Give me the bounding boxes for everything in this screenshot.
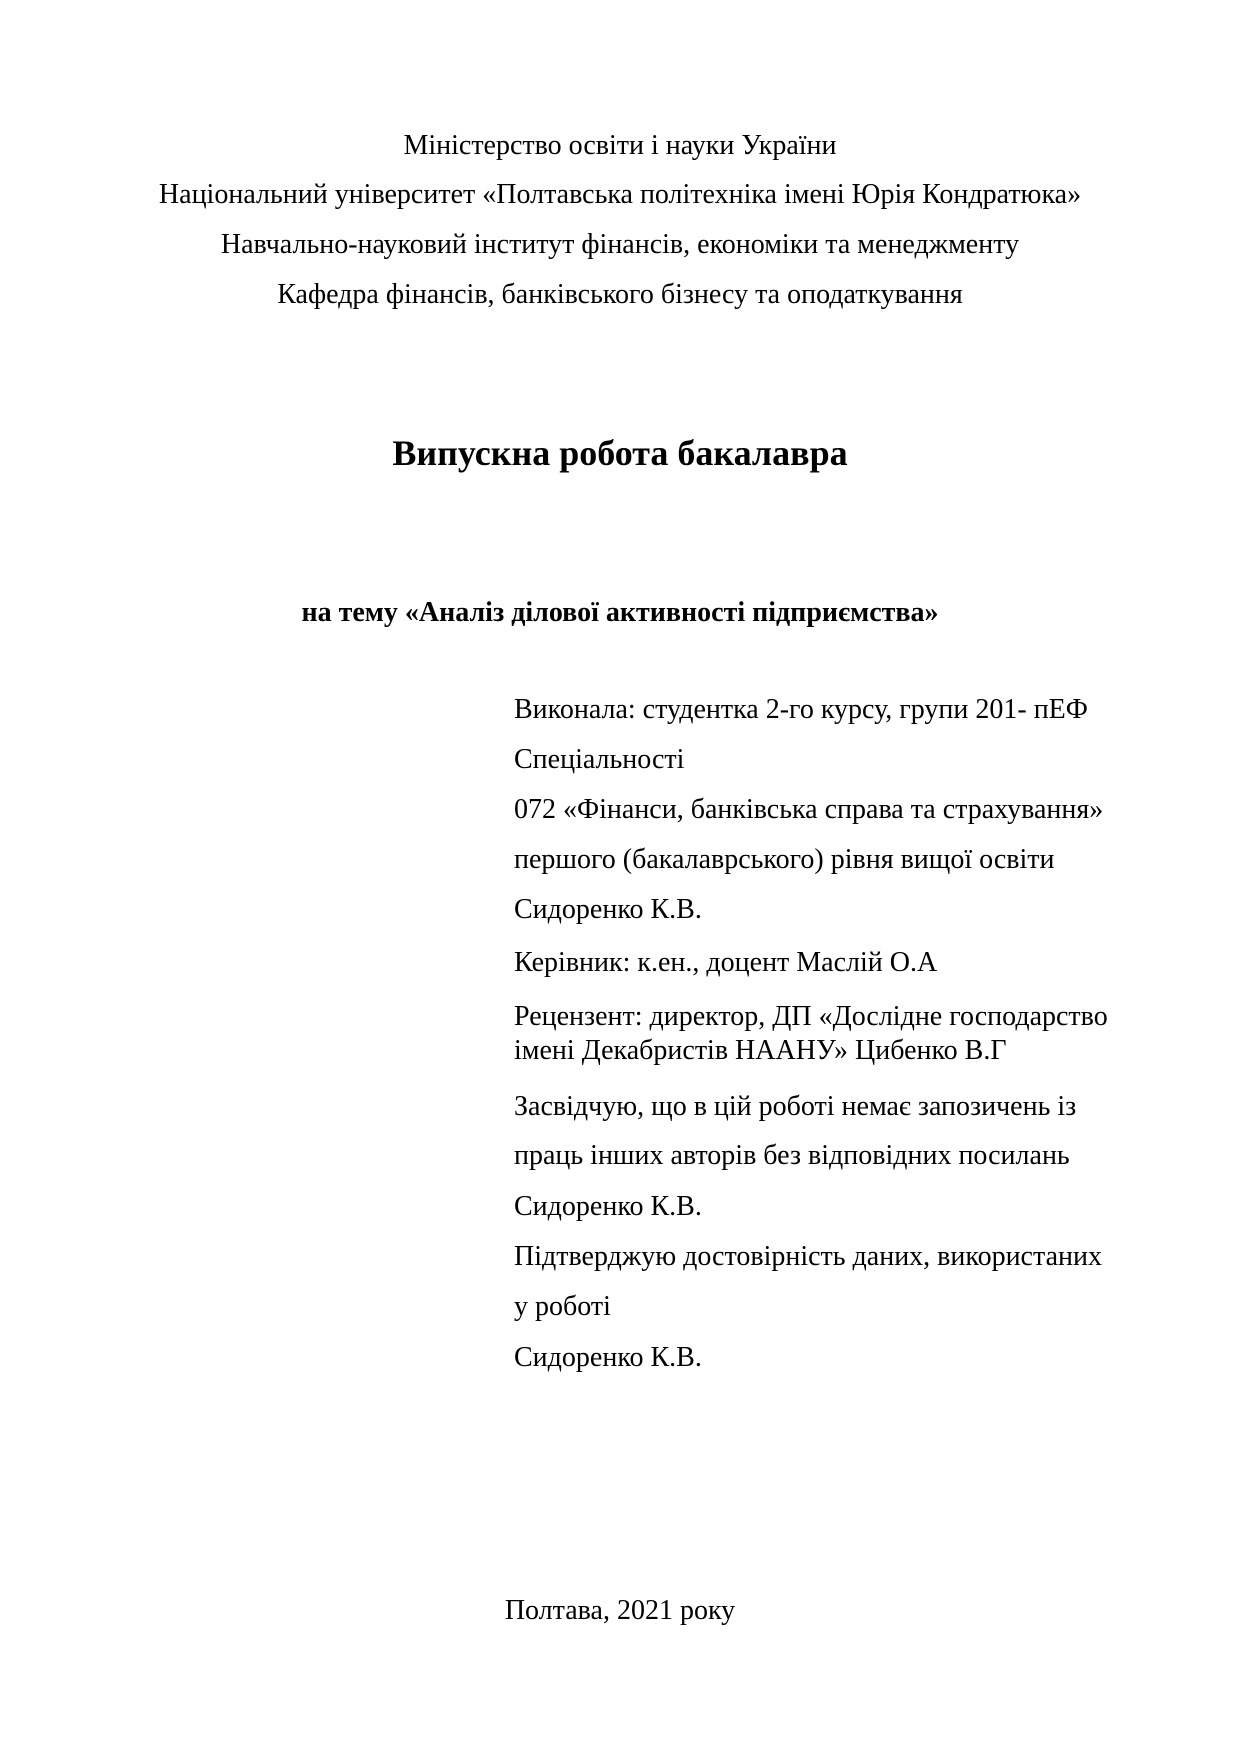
topic-line: на тему «Аналіз ділової активності підприємства» <box>301 597 939 628</box>
student-name-2: Сидоренко К.В. <box>514 1191 702 1222</box>
performed-by-line: Виконала: студентка 2-го курсу, групи 201- пЕФ <box>514 694 1088 725</box>
department-line: Кафедра фінансів, банківського бізнесу та оподаткування <box>277 279 963 310</box>
specialty-label: Спеціальності <box>514 744 685 775</box>
confirm-line-2: у роботі <box>514 1291 611 1322</box>
certify-line-1: Засвідчую, що в цій роботі немає запозичень із <box>514 1091 1077 1122</box>
student-name-1: Сидоренко К.В. <box>514 894 702 925</box>
certify-line-2: праць інших авторів без відповідних посилань <box>514 1140 1070 1171</box>
ministry-line: Міністерство освіти і науки України <box>403 130 837 161</box>
reviewer-line-2: імені Декабристів НААНУ» Цибенко В.Г <box>514 1035 1007 1066</box>
city-year-line: Полтава, 2021 року <box>504 1595 736 1626</box>
document-title: Випускна робота бакалавра <box>392 433 848 473</box>
confirm-line-1: Підтверджую достовірність даних, використаних <box>514 1241 1102 1272</box>
institute-line: Навчально-науковий інститут фінансів, економіки та менеджменту <box>220 229 1020 260</box>
specialty-line: 072 «Фінанси, банківська справа та страхування» <box>514 794 1104 825</box>
reviewer-line-1: Рецензент: директор, ДП «Дослідне господарство <box>514 1001 1108 1032</box>
supervisor-line: Керівник: к.ен., доцент Маслій О.А <box>514 947 938 978</box>
education-level-line: першого (бакалаврського) рівня вищої освіти <box>514 844 1055 875</box>
student-name-3: Сидоренко К.В. <box>514 1342 702 1373</box>
university-line: Національний університет «Полтавська політехніка імені Юрія Кондратюка» <box>158 179 1082 210</box>
